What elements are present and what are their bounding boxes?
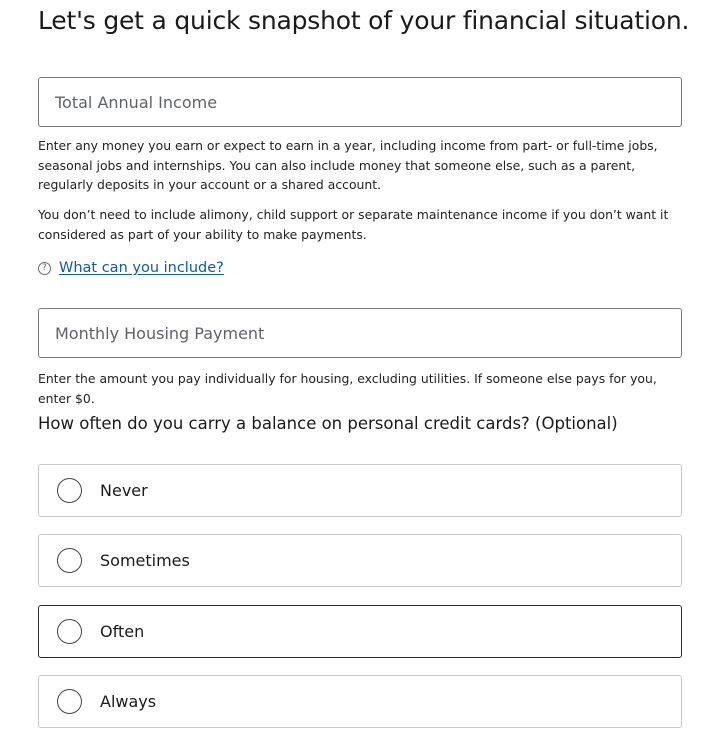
radio-option-often[interactable] xyxy=(38,605,682,658)
radio-option-label: Sometimes xyxy=(100,551,190,570)
radio-option-label: Always xyxy=(100,692,157,711)
credit-balance-question: How often do you carry a balance on personal credit cards? (Optional) xyxy=(38,414,618,433)
total-annual-income-input[interactable] xyxy=(39,78,681,126)
page-title: Let's get a quick snapshot of your financial situation. xyxy=(38,6,690,35)
what-can-you-include-link[interactable]: What can you include? xyxy=(59,260,224,276)
radio-circle-icon[interactable] xyxy=(57,478,82,503)
income-help-text: Enter any money you earn or expect to earn in a year, including income from part- or full-time jobs, seasonal jobs and internships. You can also include money that someone else, such as a parent, regularly deposits in your account or a shared account. xyxy=(38,138,658,192)
radio-option-label: Often xyxy=(100,622,145,641)
radio-option-always[interactable] xyxy=(38,675,682,728)
question-circle-icon: ? xyxy=(38,262,51,275)
radio-option-never[interactable] xyxy=(38,464,682,517)
radio-circle-icon[interactable] xyxy=(57,548,82,573)
what-can-you-include-row[interactable] xyxy=(38,258,224,278)
income-exclusion-help-text: You don’t need to include alimony, child support or separate maintenance income if you don’t want it considered as part of your ability to make payments. xyxy=(38,207,669,242)
radio-option-label: Never xyxy=(100,481,148,500)
housing-help-text: Enter the amount you pay individually for housing, excluding utilities. If someone else pays for you, enter $0. xyxy=(38,371,657,406)
radio-circle-icon[interactable] xyxy=(57,689,82,714)
radio-circle-icon[interactable] xyxy=(57,619,82,644)
radio-option-sometimes[interactable] xyxy=(38,534,682,587)
monthly-housing-payment-field[interactable] xyxy=(38,308,682,358)
total-annual-income-field[interactable] xyxy=(38,77,682,127)
monthly-housing-payment-input[interactable] xyxy=(39,309,681,357)
